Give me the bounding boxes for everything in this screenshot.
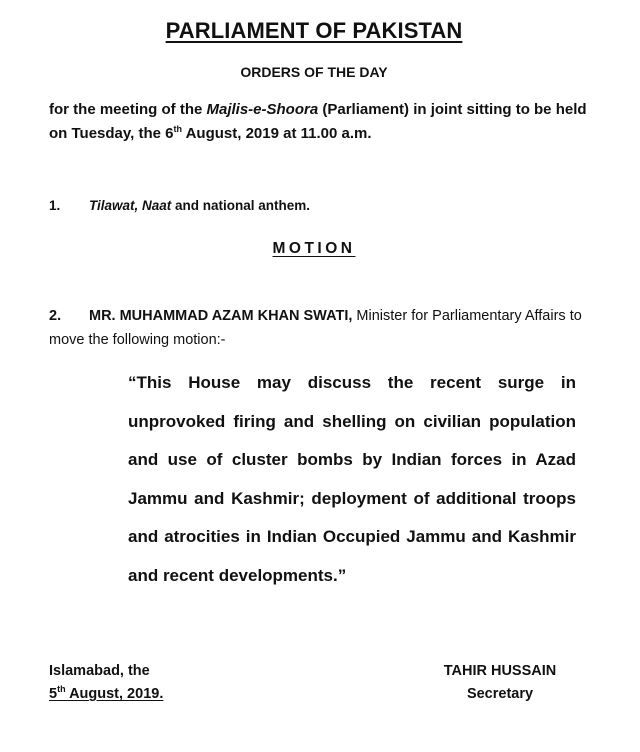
date-suffix: th xyxy=(57,684,66,695)
signature-block xyxy=(440,660,560,706)
document-title: PARLIAMENT OF PAKISTAN xyxy=(165,18,463,43)
item-text: Minister for Parliamentary Affairs to move the following motion:- xyxy=(49,308,582,348)
date xyxy=(49,683,163,706)
mover-name: MR. MUHAMMAD AZAM KHAN SWATI, xyxy=(89,308,353,324)
signatory-name: TAHIR HUSSAIN xyxy=(443,663,557,679)
intro-text-part1: for the meeting of the xyxy=(49,101,207,118)
day-suffix: th xyxy=(173,124,182,134)
intro-text-part3: August, 2019 at 11.00 a.m. xyxy=(181,125,372,142)
intro-text-part2: (Parliament) in joint sitting to be held on Tuesday, the 6 xyxy=(49,101,587,142)
item-text: and national anthem. xyxy=(171,198,311,213)
item-number: 1. xyxy=(49,198,61,213)
place-and-date xyxy=(49,660,163,706)
item-number: 2. xyxy=(49,308,62,324)
assembly-name: Majlis-e-Shoora xyxy=(206,101,319,118)
motion-heading: MOTION xyxy=(272,240,356,257)
signatory-title: Secretary xyxy=(466,686,534,702)
place: Islamabad, the xyxy=(49,663,150,679)
agenda-item-1 xyxy=(49,198,310,213)
agenda-item-2 xyxy=(49,304,589,352)
motion-text: “This House may discuss the recent surge in unprovoked firing and shelling on civilian population and use of cluster bombs by Indian forces in Azad Jammu and Kashmir; deployment of additional troops and atrocities in Indian Occupied Jammu and Kashmir and recent developments.” xyxy=(128,373,576,585)
orders-of-the-day-heading: ORDERS OF THE DAY xyxy=(240,64,388,80)
meeting-intro-paragraph xyxy=(49,98,589,146)
date-rest: August, 2019. xyxy=(65,686,164,702)
date-day: 5 xyxy=(49,686,58,702)
item-italic-text: Tilawat, Naat xyxy=(89,198,172,213)
